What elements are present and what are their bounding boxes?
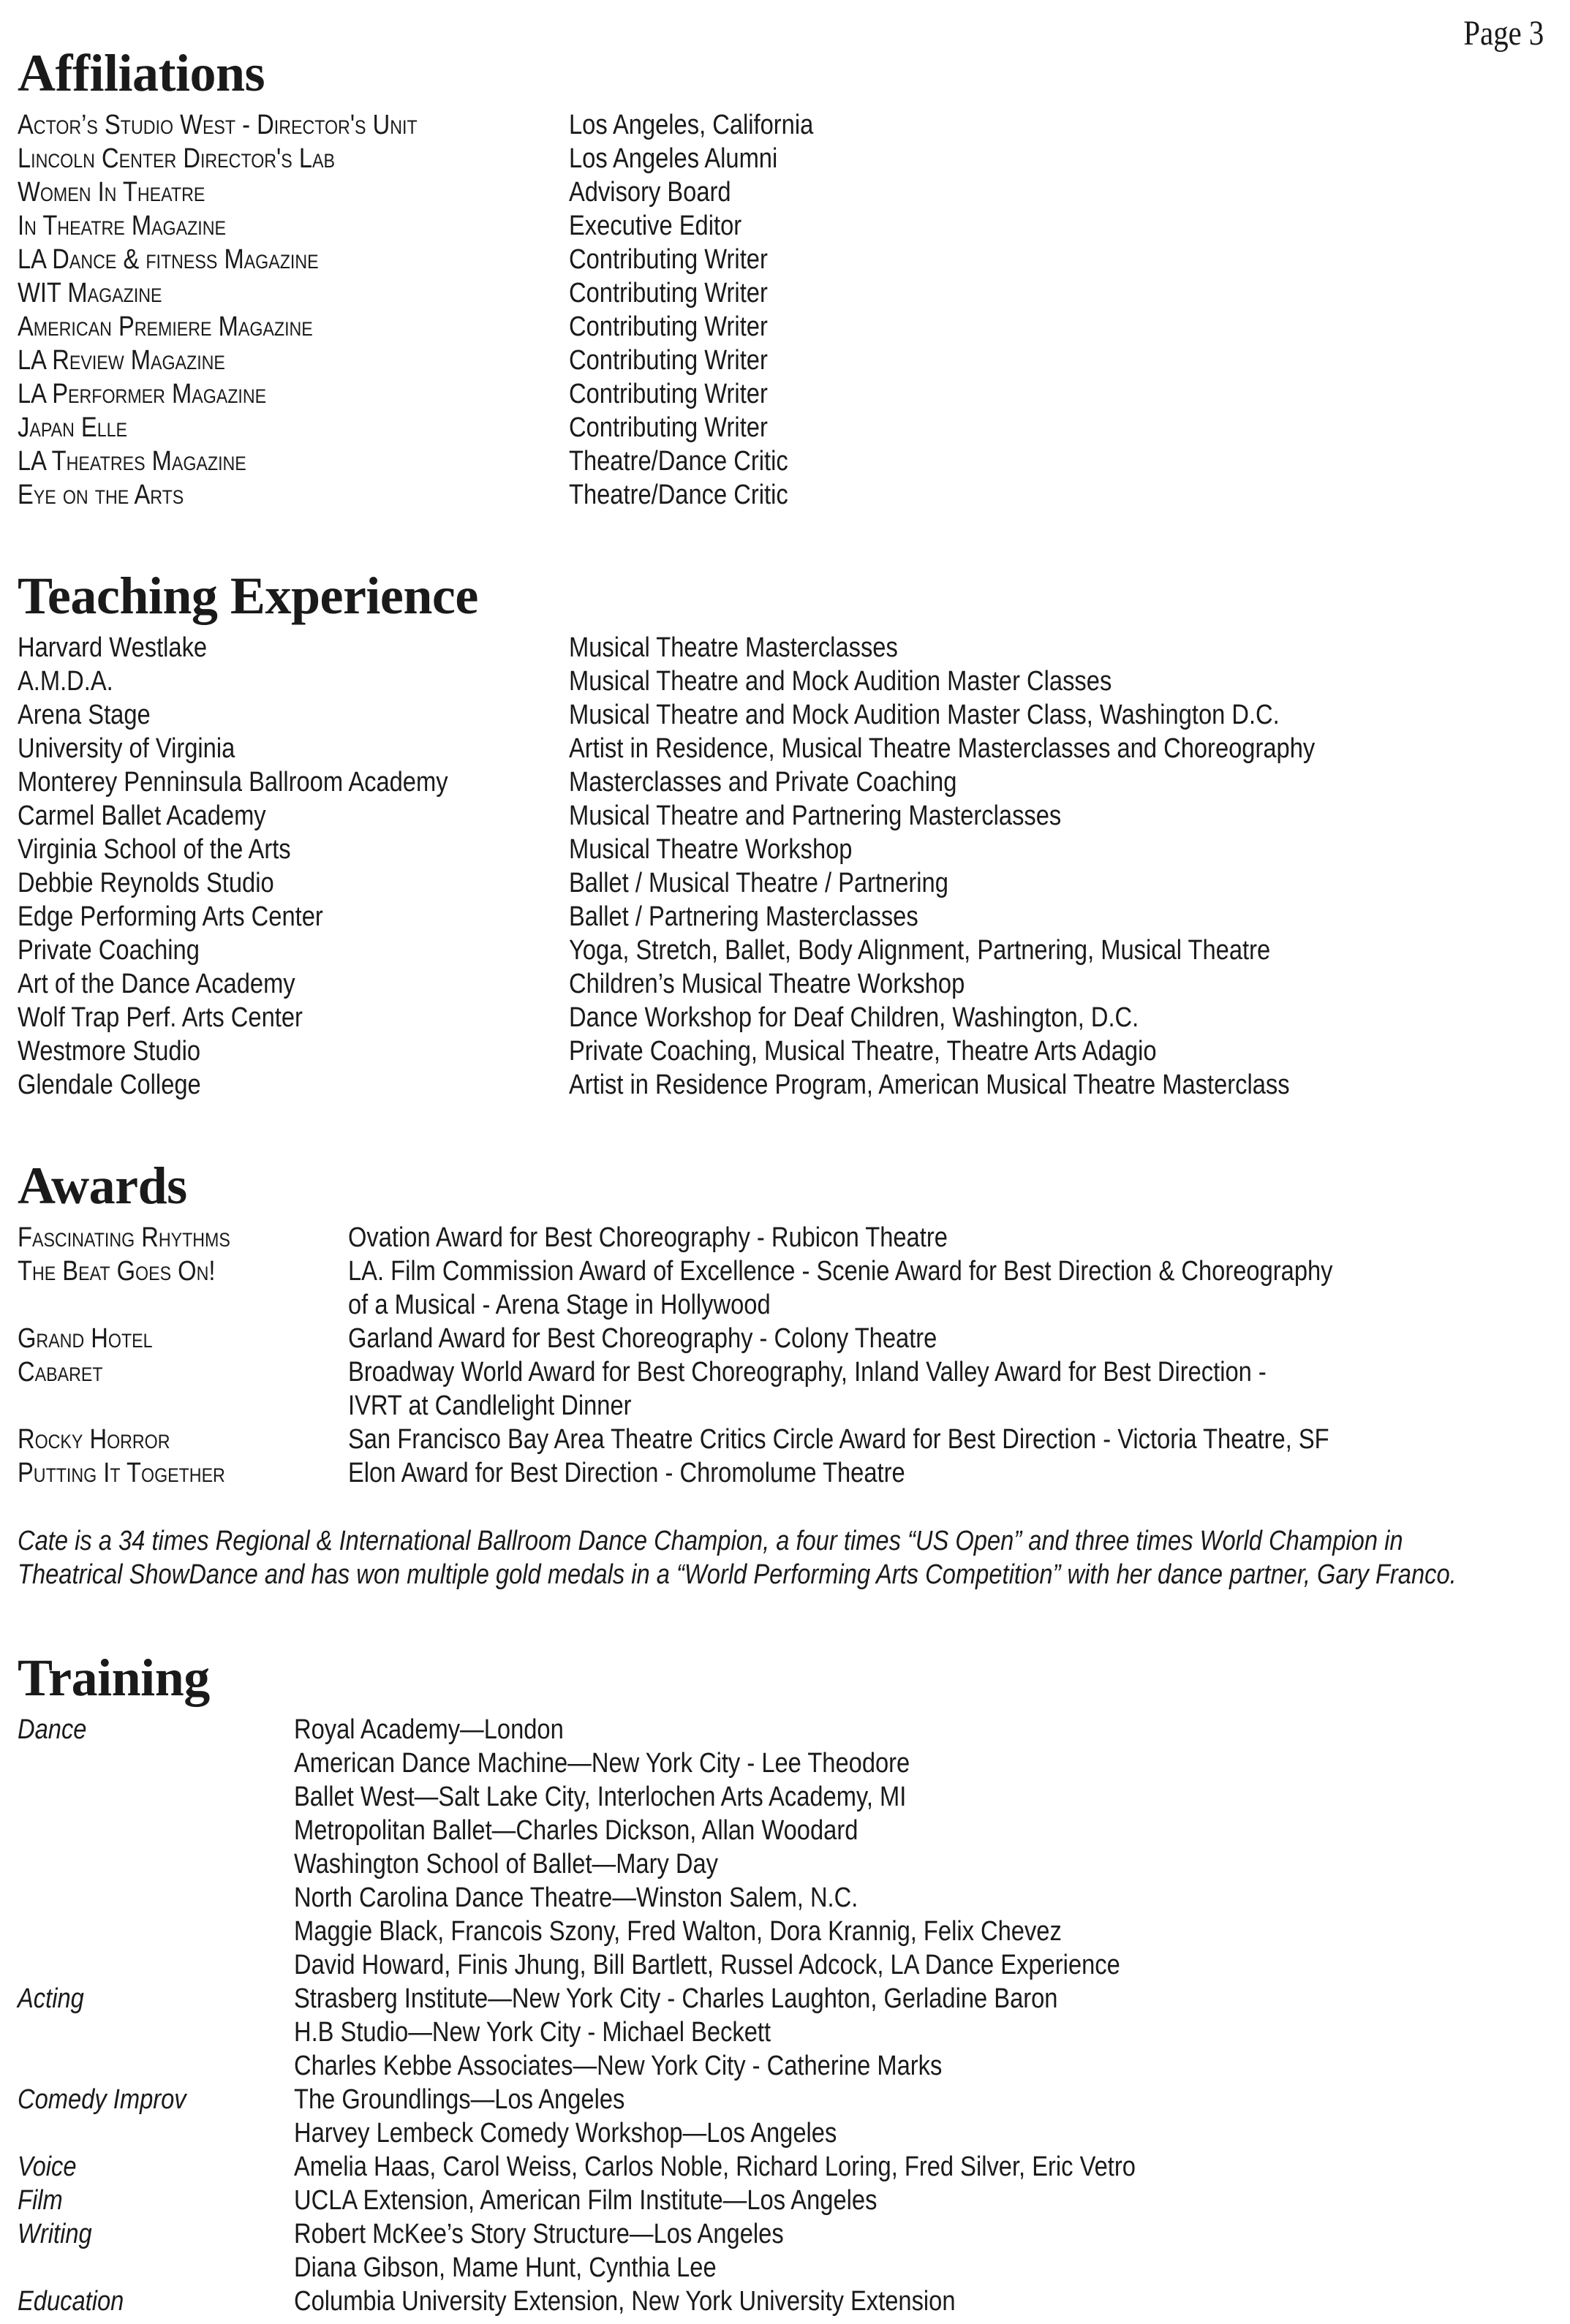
award-production: The Beat Goes On! xyxy=(18,1256,216,1287)
training-list xyxy=(18,1713,1552,2318)
affiliation-role: Theatre/Dance Critic xyxy=(569,480,788,510)
teaching-description: Musical Theatre Masterclasses xyxy=(569,632,898,663)
teaching-description: Ballet / Partnering Masterclasses xyxy=(569,901,918,932)
training-category: Education xyxy=(18,2286,124,2317)
bio-paragraph xyxy=(18,1524,1457,1591)
affiliation-organization: LA Theatres Magazine xyxy=(18,446,246,477)
teaching-row xyxy=(18,934,1552,967)
award-description: LA. Film Commission Award of Excellence - Scenie Award for Best Direction & Choreography xyxy=(348,1256,1333,1287)
training-row xyxy=(18,2116,1552,2150)
affiliation-role: Executive Editor xyxy=(569,211,742,241)
award-description: Garland Award for Best Choreography - Colony Theatre xyxy=(348,1323,937,1354)
training-row xyxy=(18,1746,1552,1780)
training-row xyxy=(18,1948,1552,1982)
teaching-institution: A.M.D.A. xyxy=(18,666,113,697)
affiliations-section xyxy=(18,44,1552,512)
training-detail: Strasberg Institute—New York City - Charles Laughton, Gerladine Baron xyxy=(294,1983,1058,2014)
award-row xyxy=(18,1254,1552,1288)
teaching-row xyxy=(18,967,1552,1001)
training-category: Acting xyxy=(18,1983,84,2014)
affiliation-row xyxy=(18,310,1552,344)
affiliation-organization: LA Review Magazine xyxy=(18,345,225,376)
teaching-description: Musical Theatre and Partnering Masterclasses xyxy=(569,800,1062,831)
training-detail: Washington School of Ballet—Mary Day xyxy=(294,1849,719,1880)
training-row xyxy=(18,1881,1552,1915)
award-row xyxy=(18,1221,1552,1254)
teaching-row xyxy=(18,631,1552,665)
teaching-row xyxy=(18,866,1552,900)
affiliations-list xyxy=(18,108,1552,512)
affiliation-role: Advisory Board xyxy=(569,177,731,208)
affiliation-row xyxy=(18,108,1552,142)
affiliation-role: Theatre/Dance Critic xyxy=(569,446,788,477)
bio-line: Cate is a 34 times Regional & International Ballroom Dance Champion, a four times “US Open” and three times World Champion in xyxy=(18,1526,1403,1556)
teaching-description: Ballet / Musical Theatre / Partnering xyxy=(569,868,948,898)
teaching-institution: Glendale College xyxy=(18,1070,201,1100)
affiliation-role: Contributing Writer xyxy=(569,278,768,309)
affiliation-row xyxy=(18,175,1552,209)
teaching-description: Artist in Residence, Musical Theatre Masterclasses and Choreography xyxy=(569,733,1316,764)
training-heading: Training xyxy=(18,1649,210,1707)
affiliation-row xyxy=(18,444,1552,478)
training-section xyxy=(18,1649,1552,2318)
affiliation-organization: In Theatre Magazine xyxy=(18,211,226,241)
training-row xyxy=(18,1847,1552,1881)
teaching-institution: Westmore Studio xyxy=(18,1036,201,1067)
training-row xyxy=(18,2251,1552,2285)
awards-list xyxy=(18,1221,1552,1490)
teaching-description: Musical Theatre Workshop xyxy=(569,834,853,865)
awards-section xyxy=(18,1157,1552,1490)
teaching-institution: Debbie Reynolds Studio xyxy=(18,868,274,898)
teaching-row xyxy=(18,698,1552,732)
training-row xyxy=(18,2217,1552,2251)
affiliation-row xyxy=(18,377,1552,411)
teaching-description: Dance Workshop for Deaf Children, Washington, D.C. xyxy=(569,1002,1139,1033)
bio-line: Theatrical ShowDance and has won multiple gold medals in a “World Performing Arts Competition” with her dance partner, Gary Franco. xyxy=(18,1559,1457,1590)
affiliation-role: Contributing Writer xyxy=(569,345,768,376)
teaching-institution: Edge Performing Arts Center xyxy=(18,901,323,932)
teaching-institution: Private Coaching xyxy=(18,935,200,966)
training-detail: Robert McKee’s Story Structure—Los Angeles xyxy=(294,2219,784,2249)
affiliation-row xyxy=(18,243,1552,276)
award-production: Putting It Together xyxy=(18,1458,225,1488)
training-detail: Royal Academy—London xyxy=(294,1714,564,1745)
award-row xyxy=(18,1389,1552,1423)
teaching-description: Children’s Musical Theatre Workshop xyxy=(569,969,965,999)
teaching-description: Musical Theatre and Mock Audition Master Class, Washington D.C. xyxy=(569,700,1280,730)
affiliation-role: Los Angeles Alumni xyxy=(569,143,778,174)
teaching-heading: Teaching Experience xyxy=(18,567,478,625)
affiliation-row xyxy=(18,411,1552,444)
award-description: Ovation Award for Best Choreography - Rubicon Theatre xyxy=(348,1222,948,1253)
affiliation-role: Contributing Writer xyxy=(569,412,768,443)
training-detail: David Howard, Finis Jhung, Bill Bartlett, Russel Adcock, LA Dance Experience xyxy=(294,1950,1120,1980)
awards-heading: Awards xyxy=(18,1157,187,1215)
training-row xyxy=(18,1713,1552,1746)
affiliation-organization: Women In Theatre xyxy=(18,177,205,208)
training-detail: Maggie Black, Francois Szony, Fred Walton, Dora Krannig, Felix Chevez xyxy=(294,1916,1062,1947)
affiliation-organization: LA Performer Magazine xyxy=(18,379,267,409)
training-detail: UCLA Extension, American Film Institute—Los Angeles xyxy=(294,2185,878,2216)
teaching-institution: Harvard Westlake xyxy=(18,632,208,663)
teaching-row xyxy=(18,1001,1552,1034)
teaching-row xyxy=(18,833,1552,866)
teaching-section xyxy=(18,567,1552,1102)
training-row xyxy=(18,1814,1552,1847)
training-row xyxy=(18,2049,1552,2083)
award-production: Cabaret xyxy=(18,1357,103,1388)
teaching-institution: Art of the Dance Academy xyxy=(18,969,295,999)
affiliation-organization: WIT Magazine xyxy=(18,278,162,309)
teaching-institution: Virginia School of the Arts xyxy=(18,834,291,865)
award-production: Fascinating Rhythms xyxy=(18,1222,230,1253)
teaching-row xyxy=(18,732,1552,765)
training-category: Film xyxy=(18,2185,63,2216)
teaching-row xyxy=(18,1034,1552,1068)
affiliation-organization: American Premiere Magazine xyxy=(18,311,313,342)
affiliation-row xyxy=(18,276,1552,310)
award-row xyxy=(18,1423,1552,1456)
training-category: Dance xyxy=(18,1714,87,1745)
training-detail: H.B Studio—New York City - Michael Beckett xyxy=(294,2017,771,2048)
award-row xyxy=(18,1322,1552,1355)
training-row xyxy=(18,2083,1552,2116)
affiliation-row xyxy=(18,344,1552,377)
training-detail: The Groundlings—Los Angeles xyxy=(294,2084,625,2115)
training-detail: Columbia University Extension, New York University Extension xyxy=(294,2286,956,2317)
affiliation-organization: LA Dance & fitness Magazine xyxy=(18,244,319,275)
training-category: Voice xyxy=(18,2151,77,2182)
training-row xyxy=(18,1915,1552,1948)
teaching-row xyxy=(18,900,1552,934)
teaching-row xyxy=(18,765,1552,799)
training-detail: Charles Kebbe Associates—New York City - Catherine Marks xyxy=(294,2051,943,2081)
training-detail: Harvey Lembeck Comedy Workshop—Los Angeles xyxy=(294,2118,837,2149)
affiliation-organization: Japan Elle xyxy=(18,412,128,443)
award-row xyxy=(18,1288,1552,1322)
award-production: Rocky Horror xyxy=(18,1424,170,1455)
training-detail: North Carolina Dance Theatre—Winston Salem, N.C. xyxy=(294,1882,858,1913)
award-production: Grand Hotel xyxy=(18,1323,153,1354)
award-row xyxy=(18,1456,1552,1490)
affiliation-role: Contributing Writer xyxy=(569,311,768,342)
training-detail: Ballet West—Salt Lake City, Interlochen Arts Academy, MI xyxy=(294,1782,907,1812)
training-detail: American Dance Machine—New York City - Lee Theodore xyxy=(294,1748,910,1779)
training-category: Comedy Improv xyxy=(18,2084,186,2115)
affiliation-row xyxy=(18,209,1552,243)
affiliation-row xyxy=(18,478,1552,512)
teaching-row xyxy=(18,799,1552,833)
affiliation-organization: Lincoln Center Director's Lab xyxy=(18,143,335,174)
affiliation-organization: Actor’s Studio West - Director's Unit xyxy=(18,110,418,140)
teaching-description: Musical Theatre and Mock Audition Master Classes xyxy=(569,666,1112,697)
affiliation-organization: Eye on the Arts xyxy=(18,480,184,510)
training-detail: Metropolitan Ballet—Charles Dickson, Allan Woodard xyxy=(294,1815,858,1846)
affiliation-role: Contributing Writer xyxy=(569,379,768,409)
teaching-institution: Wolf Trap Perf. Arts Center xyxy=(18,1002,303,1033)
teaching-row xyxy=(18,1068,1552,1102)
award-row xyxy=(18,1355,1552,1389)
page-number: Page 3 xyxy=(1463,14,1544,53)
teaching-institution: Arena Stage xyxy=(18,700,151,730)
teaching-row xyxy=(18,665,1552,698)
training-row xyxy=(18,1780,1552,1814)
affiliation-role: Los Angeles, California xyxy=(569,110,814,140)
teaching-description: Yoga, Stretch, Ballet, Body Alignment, Partnering, Musical Theatre xyxy=(569,935,1271,966)
award-description: Broadway World Award for Best Choreography, Inland Valley Award for Best Direction - xyxy=(348,1357,1267,1388)
training-detail: Amelia Haas, Carol Weiss, Carlos Noble, Richard Loring, Fred Silver, Eric Vetro xyxy=(294,2151,1136,2182)
teaching-description: Masterclasses and Private Coaching xyxy=(569,767,957,798)
affiliation-row xyxy=(18,142,1552,175)
teaching-institution: University of Virginia xyxy=(18,733,235,764)
teaching-description: Artist in Residence Program, American Musical Theatre Masterclass xyxy=(569,1070,1290,1100)
training-row xyxy=(18,2015,1552,2049)
training-category: Writing xyxy=(18,2219,92,2249)
teaching-institution: Carmel Ballet Academy xyxy=(18,800,266,831)
training-detail: Diana Gibson, Mame Hunt, Cynthia Lee xyxy=(294,2252,717,2283)
training-row xyxy=(18,2150,1552,2184)
teaching-description: Private Coaching, Musical Theatre, Theatre Arts Adagio xyxy=(569,1036,1157,1067)
award-description: of a Musical - Arena Stage in Hollywood xyxy=(348,1290,771,1320)
award-description: IVRT at Candlelight Dinner xyxy=(348,1390,632,1421)
award-description: Elon Award for Best Direction - Chromolume Theatre xyxy=(348,1458,905,1488)
affiliation-role: Contributing Writer xyxy=(569,244,768,275)
teaching-institution: Monterey Penninsula Ballroom Academy xyxy=(18,767,448,798)
training-row xyxy=(18,2285,1552,2318)
award-description: San Francisco Bay Area Theatre Critics Circle Award for Best Direction - Victoria Theatre, SF xyxy=(348,1424,1329,1455)
training-row xyxy=(18,2184,1552,2217)
affiliations-heading: Affiliations xyxy=(18,44,265,102)
teaching-list xyxy=(18,631,1552,1102)
training-row xyxy=(18,1982,1552,2015)
